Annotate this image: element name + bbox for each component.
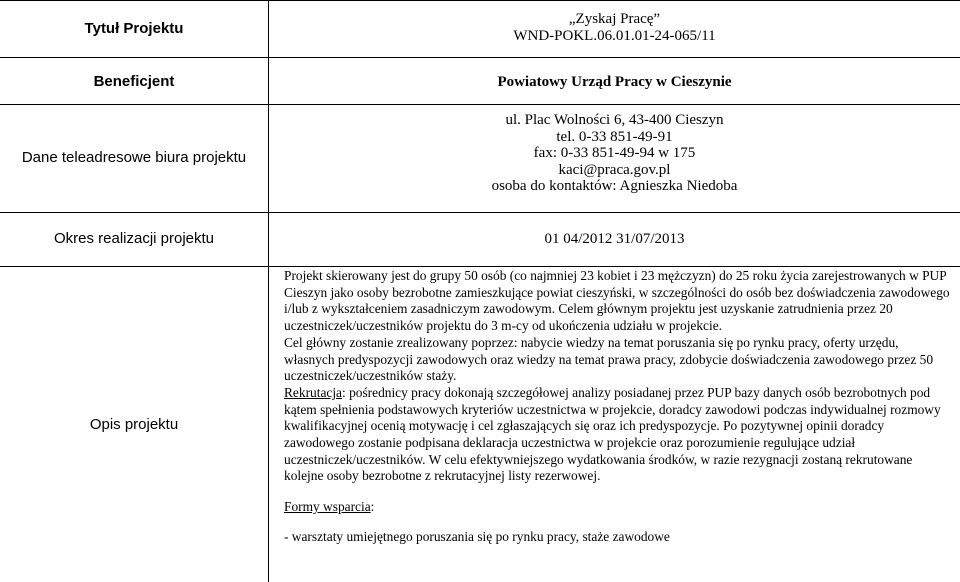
row-divider — [0, 0, 960, 1]
contact-person: osoba do kontaktów: Agnieszka Niedoba — [491, 178, 738, 194]
period-value: 01 04/2012 31/07/2013 — [544, 231, 685, 247]
support-heading-colon: : — [370, 499, 375, 515]
description-text — [284, 268, 952, 546]
beneficiary-value: Powiatowy Urząd Pracy w Cieszynie — [497, 74, 732, 90]
row-divider — [0, 266, 960, 267]
description-paragraph: Projekt skierowany jest do grupy 50 osób (co najmniej 23 kobiet i 23 mężczyzn) do 25 roku życia zarejestrowanych w PUP Cieszyn jako osoby bezrobotne zamieszkujące powiat cieszyński, w szczególności do osób bez doświadczenia zawodowego i/lub z wykształceniem zasadniczym zawodowym. Celem głównym projektu jest uzyskanie zatrudnienia przez 20 uczestniczek/uczestników projektu do 3 m-cy od ukończenia udziału w projekcie. — [284, 268, 950, 334]
recruitment-text: : pośrednicy pracy dokonają szczegółowej analizy posiadanej przez PUP bazy danych osób bezrobotnych pod kątem spełnienia podstawowych kryteriów uczestnictwa w projekcie, doradcy zawodowi podczas indywidualnej rozmowy kwalifikacyjnej ocenią motywację i cel zgłaszających się oraz ich predyspozycje. Po pozytywnej opinii doradcy zawodowego zostanie podpisana deklaracja uczestnictwa w projekcie oraz porozumienie regulujące udział uczestniczek/uczestników. W celu efektywniejszego wydatkowania środków, w razie rezygnacji zostaną rekrutowane kolejne osoby bezrobotne z rekrutacyjnej listy rezerwowej. — [284, 384, 941, 484]
description-paragraph: Cel główny zostanie zrealizowany poprzez: nabycie wiedzy na temat poruszania się po rynku pracy, oferty urzędu, własnych predyspozycji zawodowych oraz wiedzy na temat prawa pracy, zdobycie doświadczenia zawodowego przez 50 uczestniczek/uczestników staży. — [284, 334, 934, 384]
title-value — [269, 11, 960, 44]
period-label: Okres realizacji projektu — [53, 230, 215, 247]
project-number: WND-POKL.06.01.01-24-065/11 — [513, 27, 716, 44]
recruitment-label: Rekrutacja — [284, 384, 342, 400]
row-divider — [0, 104, 960, 105]
recruitment-paragraph — [284, 385, 952, 485]
contact-label: Dane teleadresowe biura projektu — [21, 149, 247, 166]
support-heading-label: Formy wsparcia — [284, 499, 371, 515]
support-heading — [284, 499, 952, 516]
contact-fax: fax: 0-33 851-49-94 w 175 — [533, 145, 696, 161]
description-label: Opis projektu — [89, 416, 179, 433]
contact-address: ul. Plac Wolności 6, 43-400 Cieszyn — [505, 112, 724, 128]
beneficiary-label: Beneficjent — [93, 73, 175, 90]
row-divider — [0, 57, 960, 58]
title-label: Tytuł Projektu — [84, 20, 184, 37]
contact-phone: tel. 0-33 851-49-91 — [556, 128, 673, 145]
support-item: - warsztaty umiejętnego poruszania się po rynku pracy, staże zawodowe — [284, 528, 670, 544]
contact-value — [269, 112, 960, 195]
contact-email[interactable]: kaci@praca.gov.pl — [558, 161, 671, 178]
row-divider — [0, 212, 960, 213]
project-name: „Zyskaj Pracę” — [568, 11, 661, 27]
